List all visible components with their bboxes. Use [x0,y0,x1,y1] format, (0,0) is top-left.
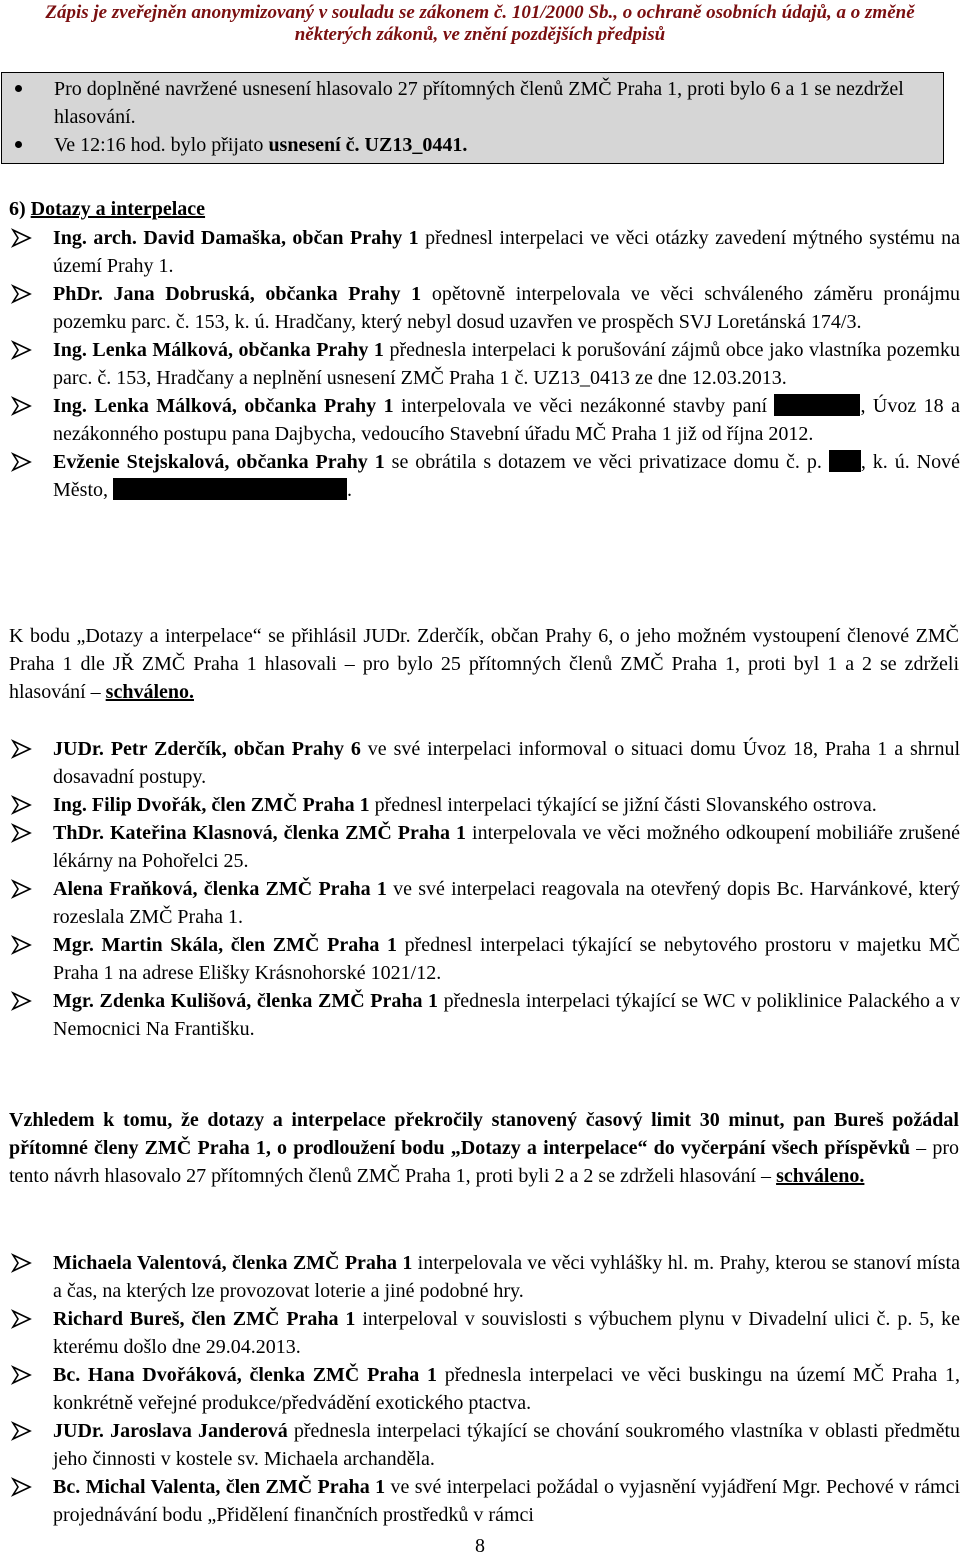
list-item: Michaela Valentová, členka ZMČ Praha 1 interpelovala ve věci vyhlášky hl. m. Prahy, kterou se stanoví místa a čas, na kterých lze provozovat loterie a jiné podobné hry. [10,1249,960,1305]
vote-paragraph-1: K bodu „Dotazy a interpelace“ se přihlásil JUDr. Zderčík, občan Prahy 6, o jeho možném vystoupení členové ZMČ Praha 1 dle JŘ ZMČ Praha 1 hlasovali – pro bylo 25 přítomných členů ZMČ Praha 1, proti byl 1 a 2 se zdrželi hlasování – schváleno. [9,625,959,703]
arrow-bullet-icon [10,1417,34,1445]
bullet-dot-icon [15,141,22,148]
header-line-2: některých zákonů, ve znění pozdějších předpisů [294,24,666,45]
list-item: Ing. arch. David Damaška, občan Prahy 1 přednesl interpelaci ve věci otázky zavedení mýtného systému na území Prahy 1. [10,224,960,280]
arrow-bullet-icon [10,875,34,903]
page-number: 8 [475,1535,485,1557]
arrow-bullet-icon [10,336,34,364]
bullet-item [2,75,945,131]
header-line-1: Zápis je zveřejněn anonymizovaný v souladu se zákonem č. 101/2000 Sb., o ochraně osobních údajů, a o změně [45,2,915,23]
vote-paragraph-2: Vzhledem k tomu, že dotazy a interpelace překročily stanovený časový limit 30 minut, pan Bureš požádal přítomné členy ZMČ Praha 1, o prodloužení bodu „Dotazy a interpelace“ do vyčerpání všech příspěvků – pro tento návrh hlasovalo 27 přítomných členů ZMČ Praha 1, proti byli 2 a 2 se zdrželi hlasování – schváleno. [9,1109,959,1187]
arrow-bullet-icon [10,1473,34,1501]
arrow-bullet-icon [10,819,34,847]
interpellation-list-3 [10,1249,960,1529]
list-item: Richard Bureš, člen ZMČ Praha 1 interpeloval v souvislosti s výbuchem plynu v Divadelní ulici č. p. 5, ke kterému došlo dne 29.04.2013. [10,1305,960,1361]
list-item: PhDr. Jana Dobruská, občanka Prahy 1 opětovně interpelovala ve věci schváleného záměru pronájmu pozemku parc. č. 153, k. ú. Hradčany, který nebyl dosud uzavřen ve prospěch SVJ Loretánská 174/3. [10,280,960,336]
bullet-text: Ve 12:16 hod. bylo přijato [54,134,269,156]
arrow-bullet-icon [10,448,34,476]
arrow-bullet-icon [10,1305,34,1333]
vote-result: schváleno. [776,1165,865,1187]
list-item: Bc. Michal Valenta, člen ZMČ Praha 1 ve své interpelaci požádal o vyjasnění vyjádření Mgr. Pechové v rámci projednávání bodu „Přidělení finančních prostředků v rámci [10,1473,960,1529]
interpellation-list-1 [10,224,960,504]
arrow-bullet-icon [10,791,34,819]
list-item: Ing. Lenka Málková, občanka Prahy 1 interpelovala ve věci nezákonné stavby paní , Úvoz 18 a nezákonného postupu pana Dajbycha, vedoucího Stavební úřadu MČ Praha 1 již od října 2012. [10,392,960,448]
bullet-dot-icon [15,85,22,92]
arrow-bullet-icon [10,392,34,420]
arrow-bullet-icon [10,224,34,252]
section-number: 6) [9,198,26,220]
resolution-number: usnesení č. UZ13_0441. [268,134,468,156]
redaction-block [774,394,860,416]
list-item: Ing. Lenka Málková, občanka Prahy 1 přednesla interpelaci k porušování zájmů obce jako vlastníka pozemku parc. č. 153, Hradčany a neplnění usnesení ZMČ Praha 1 č. UZ13_0413 ze dne 12.03.2013. [10,336,960,392]
page-header [0,2,960,46]
list-item: Evženie Stejskalová, občanka Prahy 1 se obrátila s dotazem ve věci privatizace domu č. p. , k. ú. Nové Město, . [10,448,960,504]
list-item: ThDr. Kateřina Klasnová, členka ZMČ Praha 1 interpelovala ve věci možného odkoupení mobiliáře zrušené lékárny na Pohořelci 25. [10,819,960,875]
list-item: JUDr. Petr Zderčík, občan Prahy 6 ve své interpelaci informoval o situaci domu Úvoz 18, Praha 1 a shrnul dosavadní postupy. [10,735,960,791]
resolution-box [1,72,944,164]
vote-result: schváleno. [105,681,194,703]
arrow-bullet-icon [10,1249,34,1277]
list-item: JUDr. Jaroslava Janderová přednesla interpelaci týkající se chování soukromého vlastníka v oblasti předmětu jeho činnosti v kostele sv. Michaela archanděla. [10,1417,960,1473]
list-item: Mgr. Martin Skála, člen ZMČ Praha 1 přednesl interpelaci týkající se nebytového prostoru v majetku MČ Praha 1 na adrese Elišky Krásnohorské 1021/12. [10,931,960,987]
arrow-bullet-icon [10,1361,34,1389]
section-heading [9,195,205,223]
arrow-bullet-icon [10,735,34,763]
arrow-bullet-icon [10,987,34,1015]
section-title: Dotazy a interpelace [30,198,206,220]
arrow-bullet-icon [10,931,34,959]
arrow-bullet-icon [10,280,34,308]
list-item: Alena Fraňková, členka ZMČ Praha 1 ve své interpelaci reagovala na otevřený dopis Bc. Harvánkové, který rozeslala ZMČ Praha 1. [10,875,960,931]
bullet-text: Pro doplněné navržené usnesení hlasovalo 27 přítomných členů ZMČ Praha 1, proti bylo 6 a 1 se nezdržel hlasování. [54,78,904,128]
list-item: Mgr. Zdenka Kulišová, členka ZMČ Praha 1 přednesla interpelaci týkající se WC v poliklinice Palackého a v Nemocnici Na Františku. [10,987,960,1043]
list-item: Ing. Filip Dvořák, člen ZMČ Praha 1 přednesl interpelaci týkající se jižní části Slovanského ostrova. [10,791,960,819]
redaction-block [113,478,347,500]
list-item: Bc. Hana Dvořáková, členka ZMČ Praha 1 přednesla interpelaci ve věci buskingu na území MČ Praha 1, konkrétně veřejné produkce/předvádění exotického ptactva. [10,1361,960,1417]
interpellation-list-2 [10,735,960,1043]
bullet-item [2,131,945,159]
redaction-block [829,450,861,472]
